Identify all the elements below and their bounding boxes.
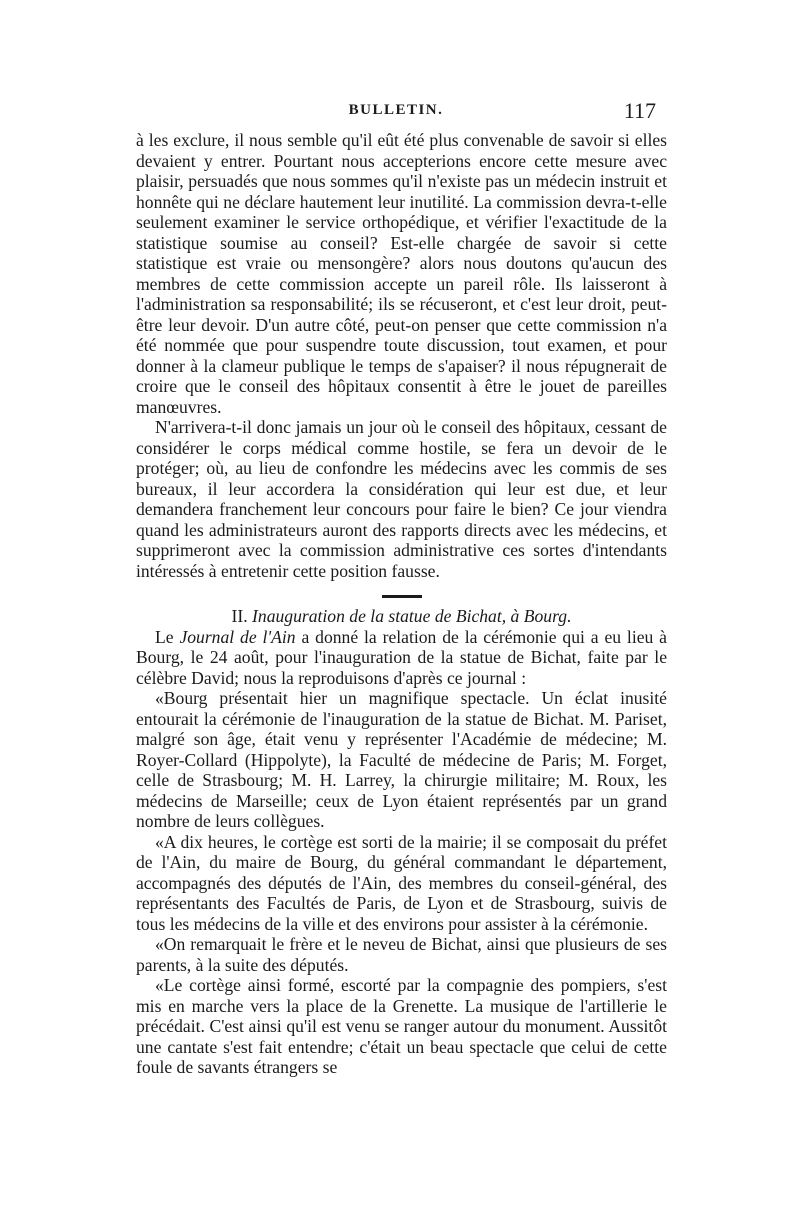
paragraph-intro <box>136 627 667 689</box>
page-number: 117 <box>623 98 656 123</box>
running-head: BULLETIN. <box>348 102 444 118</box>
paragraph: «A dix heures, le cortège est sorti de la mairie; il se composait du préfet de l'Ain, du maire de Bourg, du général commandant le département, accompagnés des députés de l'Ain, des membres du conseil-général, des représentants des Facultés de Paris, de Lyon et de Strasbourg, suivis de tous les médecins de la ville et des environs pour assister à la cérémonie. <box>136 831 667 934</box>
intro-rest: a donné la relation de la cérémonie qui a eu lieu à Bourg, le 24 août, pour l'inauguration de la statue de Bichat, faite par le célèbre David; nous la reproduisons d'après ce journal : <box>136 626 667 688</box>
journal-title: Journal de l'Ain <box>179 626 296 647</box>
paragraph: «Bourg présentait hier un magnifique spectacle. Un éclat inusité entourait la cérémonie de l'inauguration de la statue de Bichat. M. Pariset, malgré son âge, était venu y représenter l'Académie de médecine; M. Royer-Collard (Hippolyte), la Faculté de médecine de Paris; M. Forget, celle de Strasbourg; M. H. Larrey, la chirurgie militaire; M. Roux, les médecins de Marseille; ceux de Lyon étaient représentés par un grand nombre de leurs collègues. <box>136 688 667 831</box>
paragraph: «On remarquait le frère et le neveu de Bichat, ainsi que plusieurs de ses parents, à la suite des députés. <box>136 934 667 975</box>
page-header <box>136 100 656 128</box>
paragraph-continued: à les exclure, il nous semble qu'il eût été plus convenable de savoir si elles devaient y entrer. Pourtant nous accepterions encore cette mesure avec plaisir, persuadés que nous sommes qu'il n'existe pas un médecin instruit et honnête qui ne déclare hautement leur inutilité. La commission devra-t-elle seulement examiner le service orthopédique, et vérifier l'exactitude de la statistique soumise au conseil? Est-elle chargée de savoir si cette statistique est vraie ou mensongère? alors nous doutons qu'aucun des membres de cette commission accepte un pareil rôle. Ils laisseront à l'administration sa responsabilité; ils se récuseront, et c'est leur droit, peut-être leur devoir. D'un autre côté, peut-on penser que cette commission n'a été nommée que pour suspendre toute discussion, tout examen, et pour donner à la clameur publique le temps de s'apaiser? il nous répugnerait de croire que le conseil des hôpitaux consentit à être le jouet de pareilles manœuvres. <box>136 130 667 417</box>
section-title: Inauguration de la statue de Bichat, à Bourg. <box>252 606 572 626</box>
section-heading <box>136 606 667 627</box>
section-number: II. <box>231 606 248 626</box>
body-text <box>136 130 667 1078</box>
paragraph: «Le cortège ainsi formé, escorté par la compagnie des pompiers, s'est mis en marche vers la place de la Grenette. La musique de l'artillerie le précédait. C'est ainsi qu'il est venu se ranger autour du monument. Aussitôt une cantate s'est fait entendre; c'était un beau spectacle que celui de cette foule de savants étrangers se <box>136 975 667 1077</box>
paragraph: N'arrivera-t-il donc jamais un jour où le conseil des hôpitaux, cessant de considérer le corps médical comme hostile, se fera un devoir de le protéger; où, au lieu de confondre les médecins avec les commis de ses bureaux, il leur accordera la considération qui leur est due, et leur demandera franchement leur concours pour faire le bien? Ce jour viendra quand les administrateurs auront des rapports directs avec les médecins, et supprimeront avec la commission administrative ces sortes d'intendants intéressés à entretenir cette position fausse. <box>136 417 667 581</box>
intro-lead: Le <box>155 626 180 647</box>
section-divider <box>382 595 422 598</box>
